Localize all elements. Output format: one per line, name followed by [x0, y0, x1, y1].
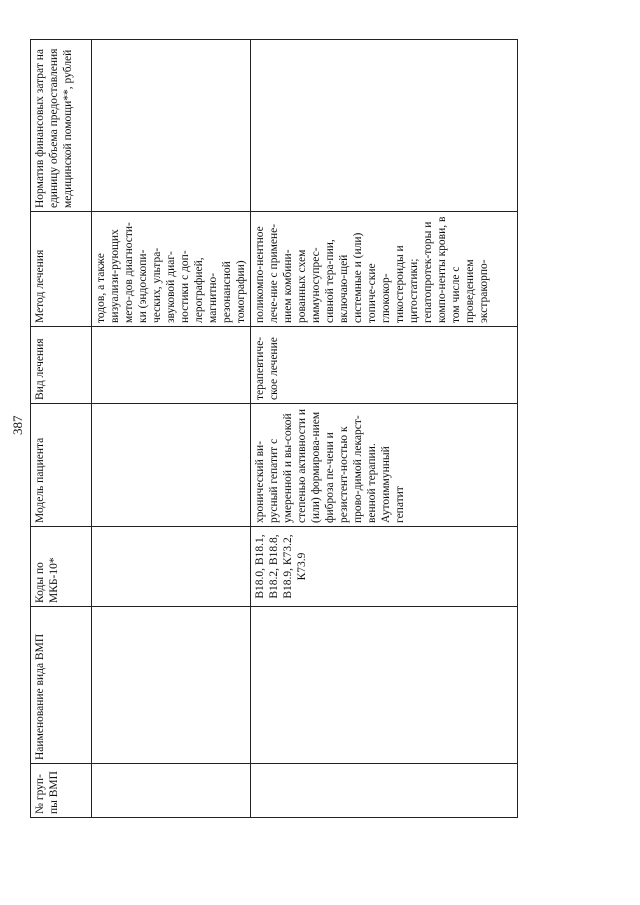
cell-model: [92, 404, 251, 527]
header-name: Наименование вида ВМП: [31, 607, 92, 764]
cell-norm: [251, 40, 518, 212]
header-group: № груп-пы ВМП: [31, 764, 92, 818]
header-type: Вид лечения: [31, 327, 92, 404]
cell-norm: [92, 40, 251, 212]
cell-codes: [92, 527, 251, 607]
cell-type: [92, 327, 251, 404]
cell-group: [92, 764, 251, 818]
header-model: Модель пациента: [31, 404, 92, 527]
cell-type: терапевтиче-ское лечение: [251, 327, 518, 404]
cell-codes: В18.0, В18.1, В18.2, В18.8, В18.9, К73.2, К73.9: [251, 527, 518, 607]
cell-name: [92, 607, 251, 764]
cell-method: тодов, а также визуализи-рующих мето-дов диагности-ки (эндоскопи-ческих, ультра-звуковой диаг-ностики с доп-лерографией, магнитно-резонансной томографии): [92, 212, 251, 327]
table-row: [92, 40, 251, 818]
header-method: Метод лечения: [31, 212, 92, 327]
page-number: 387: [10, 415, 25, 435]
header-codes: Коды по МКБ-10*: [31, 527, 92, 607]
cell-method: поликомпо-нентное лече-ние с примене-нием комбини-рованных схем иммуносупрес-сивной тера-пии, включаю-щей системные и (или) топиче-ские глюкокор-тикостероиды и цитостатики; гепатопротек-торы и компо-ненты крови, в том числе с проведением экстракорпо-: [251, 212, 518, 327]
cell-model: хронический ви-русный гепатит с умеренной и вы-сокой степенью активности и (или) формирова-нием фиброза пе-чени и резистент-ностью к прово-димой лекарст-венной терапии. Аутоиммунный гепатит: [251, 404, 518, 527]
table-header-row: [31, 40, 92, 818]
header-norm: Норматив финансовых затрат на единицу объема предоставления медицинской помощи**, рублей: [31, 40, 92, 212]
cell-name: [251, 607, 518, 764]
table-row: [251, 40, 518, 818]
cell-group: [251, 764, 518, 818]
vmp-table: [30, 39, 518, 818]
